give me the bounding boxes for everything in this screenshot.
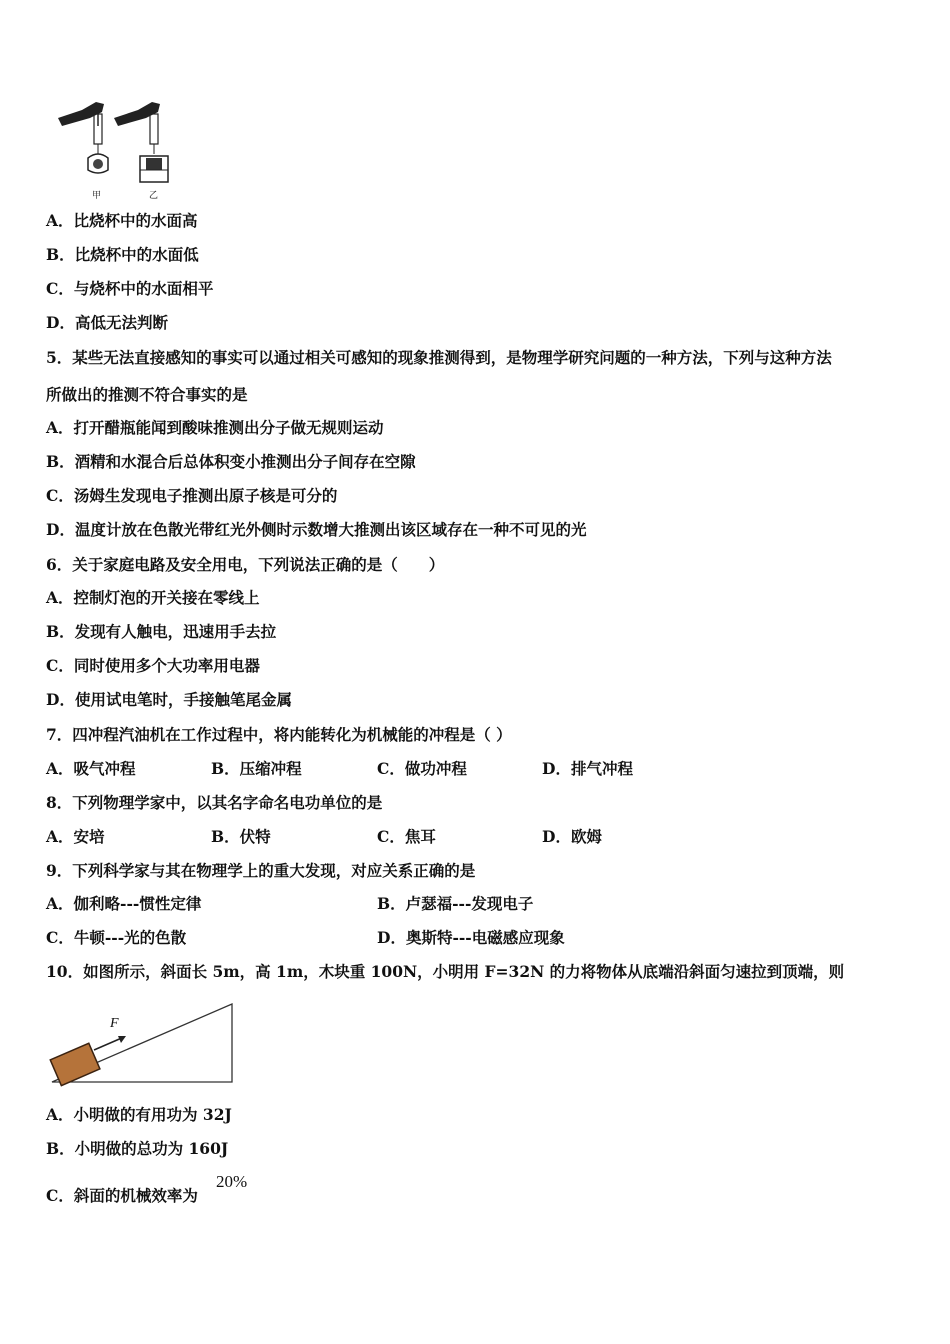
force-label: F bbox=[110, 1016, 119, 1031]
q7-option-a: A．吸气冲程 bbox=[46, 759, 136, 778]
q5-option-c: C．汤姆生发现电子推测出原子核是可分的 bbox=[46, 486, 338, 505]
q4-option-a: A．比烧杯中的水面高 bbox=[46, 211, 198, 230]
spring-scale-figure bbox=[52, 96, 182, 204]
q8-option-d: D．欧姆 bbox=[542, 827, 602, 846]
q6-option-d: D．使用试电笔时，手接触笔尾金属 bbox=[46, 690, 292, 709]
figure-label-a: 甲 bbox=[92, 191, 102, 201]
q5-option-b: B．酒精和水混合后总体积变小推测出分子间存在空隙 bbox=[46, 452, 416, 471]
q8-stem: 8．下列物理学家中，以其名字命名电功单位的是 bbox=[46, 793, 383, 812]
q7-option-c: C．做功冲程 bbox=[377, 759, 467, 778]
q8-option-c: C．焦耳 bbox=[377, 827, 436, 846]
q10-option-b: B．小明做的总功为 160J bbox=[46, 1139, 229, 1158]
q6-option-b: B．发现有人触电，迅速用手去拉 bbox=[46, 622, 277, 641]
q7-option-d: D．排气冲程 bbox=[542, 759, 633, 778]
q7-stem: 7．四冲程汽油机在工作过程中，将内能转化为机械能的冲程是（ ） bbox=[46, 725, 512, 744]
q9-option-b: B．卢瑟福---发现电子 bbox=[377, 894, 534, 913]
q8-option-b: B．伏特 bbox=[211, 827, 271, 846]
q8-option-a: A．安培 bbox=[46, 827, 105, 846]
q10-option-a: A．小明做的有用功为 32J bbox=[46, 1105, 232, 1124]
q7-option-b: B．压缩冲程 bbox=[211, 759, 302, 778]
efficiency-value: 20% bbox=[216, 1172, 248, 1191]
incline-figure bbox=[44, 998, 240, 1090]
q4-option-b: B．比烧杯中的水面低 bbox=[46, 245, 199, 264]
q9-option-d: D．奥斯特---电磁感应现象 bbox=[377, 928, 565, 947]
q10-stem: 10．如图所示，斜面长 5m，高 1m，木块重 100N，小明用 F=32N 的力将物体从底端沿斜面匀速拉到顶端，则 bbox=[46, 962, 845, 981]
q5-option-a: A．打开醋瓶能闻到酸味推测出分子做无规则运动 bbox=[46, 418, 384, 437]
q6-stem: 6．关于家庭电路及安全用电，下列说法正确的是（ ） bbox=[46, 555, 445, 574]
q4-option-d: D．高低无法判断 bbox=[46, 313, 168, 332]
q9-option-c: C．牛顿---光的色散 bbox=[46, 928, 187, 947]
q9-option-a: A．伽利略---惯性定律 bbox=[46, 894, 202, 913]
q9-stem: 9．下列科学家与其在物理学上的重大发现，对应关系正确的是 bbox=[46, 861, 476, 880]
q5-stem-line1: 5．某些无法直接感知的事实可以通过相关可感知的现象推测得到，是物理学研究问题的一种方法，下列与这种方法 bbox=[46, 348, 832, 367]
q4-option-c: C．与烧杯中的水面相平 bbox=[46, 279, 214, 298]
q6-option-a: A．控制灯泡的开关接在零线上 bbox=[46, 588, 260, 607]
q6-option-c: C．同时使用多个大功率用电器 bbox=[46, 656, 260, 675]
q10-option-c-text: C．斜面的机械效率为 bbox=[46, 1186, 198, 1205]
q5-option-d: D．温度计放在色散光带红光外侧时示数增大推测出该区域存在一种不可见的光 bbox=[46, 520, 587, 539]
q10-option-c bbox=[46, 1186, 198, 1206]
figure-label-b: 乙 bbox=[149, 191, 159, 201]
q5-stem-line2: 所做出的推测不符合事实的是 bbox=[46, 385, 248, 404]
